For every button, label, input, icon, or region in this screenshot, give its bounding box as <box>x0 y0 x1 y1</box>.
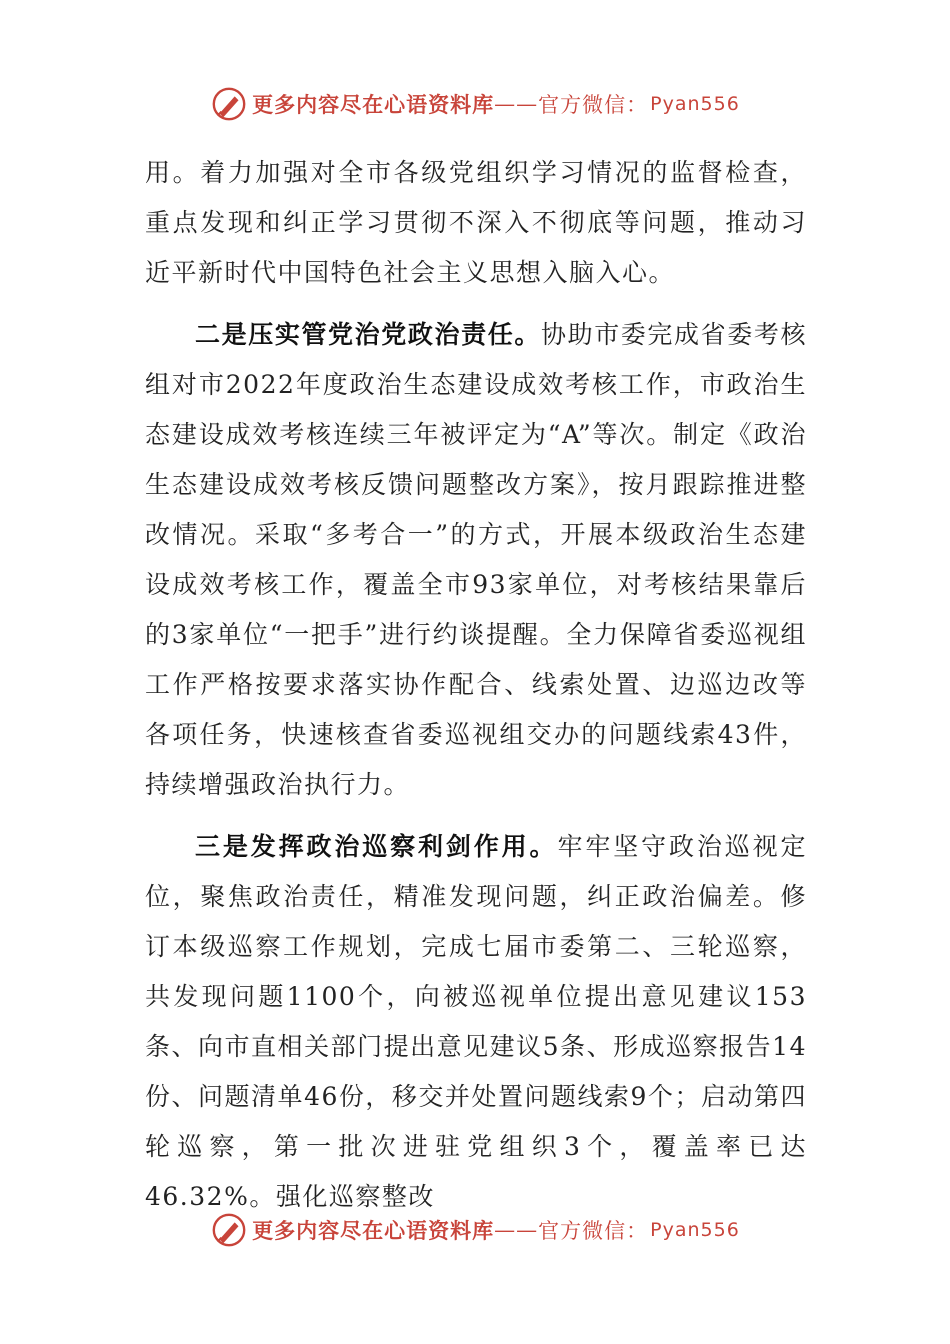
paragraph-lead: 二是压实管党治党政治责任。 <box>195 320 541 349</box>
header-banner <box>0 82 950 126</box>
banner-site-text: 更多内容尽在心语资料库 <box>252 1218 495 1243</box>
pen-logo-icon <box>210 85 248 123</box>
paragraph-3 <box>145 822 807 1222</box>
banner-wechat-label: 官方微信： <box>538 93 649 117</box>
banner-site-text: 更多内容尽在心语资料库 <box>252 92 495 117</box>
document-body <box>145 148 807 1222</box>
banner-wechat-id: Pyan556 <box>650 1219 740 1241</box>
banner-dash: —— <box>494 92 539 116</box>
paragraph-text: 用。着力加强对全市各级党组织学习情况的监督检查，重点发现和纠正学习贯彻不深入不彻底等问题，推动习近平新时代中国特色社会主义思想入脑入心。 <box>145 158 807 287</box>
banner-wechat-label: 官方微信： <box>538 1219 649 1243</box>
banner-dash: —— <box>494 1218 539 1242</box>
paragraph-lead: 三是发挥政治巡察利剑作用。 <box>195 832 558 861</box>
banner-wechat-id: Pyan556 <box>650 93 740 115</box>
footer-banner <box>0 1208 950 1252</box>
paragraph-text: 牢牢坚守政治巡视定位，聚焦政治责任，精准发现问题，纠正政治偏差。修订本级巡察工作规划，完成七届市委第二、三轮巡察，共发现问题1100个，向被巡视单位提出意见建议153条、向市直相关部门提出意见建议5条、形成巡察报告14份、问题清单46份，移交并处置问题线索9个；启动第四轮巡察，第一批次进驻党组织3个，覆盖率已达46.32%。强化巡察整改 <box>145 832 807 1211</box>
paragraph-text: 协助市委完成省委考核组对市2022年度政治生态建设成效考核工作，市政治生态建设成效考核连续三年被评定为“A”等次。制定《政治生态建设成效考核反馈问题整改方案》，按月跟踪推进整改情况。采取“多考合一”的方式，开展本级政治生态建设成效考核工作，覆盖全市93家单位，对考核结果靠后的3家单位“一把手”进行约谈提醒。全力保障省委巡视组工作严格按要求落实协作配合、线索处置、边巡边改等各项任务，快速核查省委巡视组交办的问题线索43件，持续增强政治执行力。 <box>145 320 807 799</box>
paragraph-1 <box>145 148 807 298</box>
pen-logo-icon <box>210 1211 248 1249</box>
paragraph-2 <box>145 310 807 810</box>
